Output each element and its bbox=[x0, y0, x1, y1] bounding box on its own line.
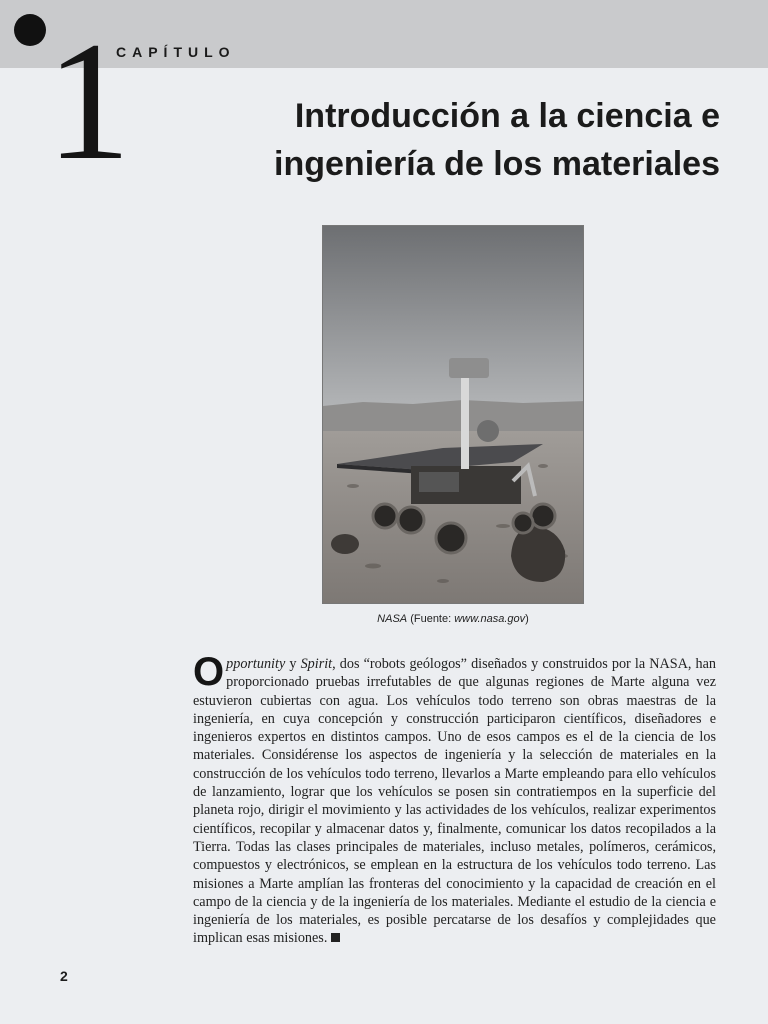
rover-name-spirit: Spirit bbox=[300, 656, 333, 672]
chapter-number: 1 bbox=[46, 7, 131, 195]
chapter-title bbox=[140, 92, 720, 188]
mars-rover-illustration bbox=[323, 226, 584, 604]
chapter-title-line-2: ingeniería de los materiales bbox=[274, 145, 720, 183]
intro-paragraph bbox=[193, 650, 716, 948]
chapter-label: CAPÍTULO bbox=[116, 44, 236, 60]
page-number: 2 bbox=[60, 968, 68, 984]
bullet-marker bbox=[14, 14, 46, 46]
figure-caption bbox=[322, 613, 584, 625]
drop-cap: O bbox=[193, 650, 225, 694]
end-of-section-mark bbox=[331, 933, 340, 942]
caption-source: (Fuente: bbox=[407, 613, 455, 625]
chapter-title-line-1: Introducción a la ciencia e bbox=[294, 97, 720, 135]
paragraph-text-2: , dos “robots geólogos” diseñados y construidos por la NASA, han proporcionado pruebas irrefutables de que algunas regiones de Marte alguna vez estuvieron cubiertas con agua. Los vehículos todo terreno son obras maestras de la ingeniería, en cuya concepción y construcción participaron científicos, diseñadores e ingenieros expertos en distintos campos. Uno de esos campos es el de la ciencia de los materiales. Considérense los aspectos de ingeniería y la selección de materiales en la construcción de los vehículos todo terreno, llevarlos a Marte empleando para ello vehículos de lanzamiento, lograr que los vehículos se posen sin contratiempos en la superficie del planeta rojo, dirigir el movimiento y las actividades de los vehículos, realizar experimentos científicos, recopilar y almacenar datos y, finalmente, comunicar los datos recopilados a la Tierra. Todas las clases principales de materiales, incluso metales, polímeros, cerámicos, compuestos y electrónicos, se emplean en la estructura de los vehículos todo terreno. Las misiones a Marte amplían las fronteras del conocimiento y la capacidad de creación en el campo de la ciencia y de la ingeniería de los materiales. Mediante el estudio de la ciencia e ingeniería de los materiales, es posible percatarse de los desafíos y complejidades que implican esas misiones. bbox=[193, 656, 716, 947]
mars-rover-photo bbox=[322, 225, 584, 604]
caption-credit: NASA bbox=[377, 613, 408, 625]
paragraph-text-1: y bbox=[285, 656, 301, 672]
caption-url: www.nasa.gov bbox=[454, 613, 526, 625]
caption-close: ) bbox=[525, 613, 529, 625]
rover-name-opportunity: pportunity bbox=[226, 656, 286, 672]
